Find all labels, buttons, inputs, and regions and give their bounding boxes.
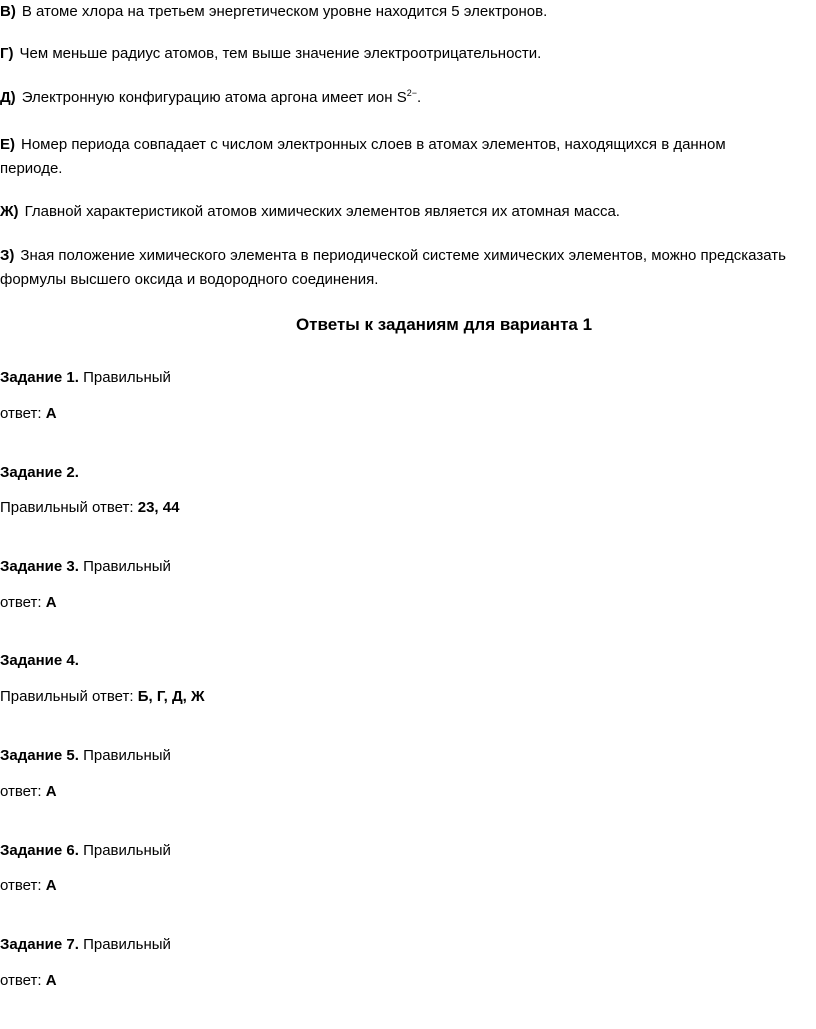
answer-value: Б, Г, Д, Ж xyxy=(137,688,205,705)
task-inline-text: Правильный xyxy=(83,558,171,575)
answer-value: А xyxy=(45,594,57,611)
task-inline-text: Правильный xyxy=(83,936,171,953)
task-4-line xyxy=(0,649,79,673)
statement-text: Чем меньше радиус атомов, тем выше значение электроотрицательности. xyxy=(19,45,542,62)
statement-text: Зная положение химического элемента в периодической системе химических элементов, можно предсказать формулы высшего оксида и водородного соединения. xyxy=(0,247,786,288)
task-6-line xyxy=(0,839,171,863)
statement-tail: . xyxy=(417,89,422,106)
task-1-line xyxy=(0,366,171,390)
task-7-answer-line xyxy=(0,969,57,993)
task-2-answer-line xyxy=(0,496,179,520)
answer-prefix: ответ: xyxy=(0,594,42,611)
answer-prefix: Правильный ответ: xyxy=(0,499,134,516)
task-label: Задание 4. xyxy=(0,652,79,669)
task-3-answer-line xyxy=(0,591,57,615)
task-label: Задание 2. xyxy=(0,464,79,481)
statement-e xyxy=(0,133,790,181)
answers-heading: Ответы к заданиям для варианта 1 xyxy=(295,315,593,334)
answer-prefix: ответ: xyxy=(0,972,42,989)
statement-letter: Д) xyxy=(0,89,16,106)
task-inline-text: Правильный xyxy=(83,842,171,859)
statement-text: Электронную конфигурацию атома аргона имеет ион S xyxy=(21,89,407,106)
statement-letter: В) xyxy=(0,3,16,20)
task-inline-text: Правильный xyxy=(83,747,171,764)
answer-prefix: ответ: xyxy=(0,405,42,422)
answer-value: А xyxy=(45,877,57,894)
task-1-answer-line xyxy=(0,402,57,426)
task-6-answer-line xyxy=(0,874,57,898)
statement-text: Главной характеристикой атомов химических элементов является их атомная масса. xyxy=(24,203,620,220)
statement-v xyxy=(0,0,790,24)
answer-value: 23, 44 xyxy=(137,499,180,516)
task-label: Задание 7. xyxy=(0,936,79,953)
task-7-line xyxy=(0,933,171,957)
statement-z xyxy=(0,244,790,292)
task-2-line xyxy=(0,461,79,485)
task-3-line xyxy=(0,555,171,579)
answer-prefix: Правильный ответ: xyxy=(0,688,134,705)
task-label: Задание 6. xyxy=(0,842,79,859)
task-inline-text: Правильный xyxy=(83,369,171,386)
task-label: Задание 1. xyxy=(0,369,79,386)
answer-prefix: ответ: xyxy=(0,877,42,894)
statement-letter: Г) xyxy=(0,45,14,62)
statement-d xyxy=(0,86,790,110)
statement-letter: Ж) xyxy=(0,203,19,220)
ion-charge: 2− xyxy=(406,88,417,98)
task-5-line xyxy=(0,744,171,768)
task-label: Задание 3. xyxy=(0,558,79,575)
answer-value: А xyxy=(45,972,57,989)
statement-g xyxy=(0,42,790,66)
statement-text: Номер периода совпадает с числом электронных слоев в атомах элементов, находящихся в данном периоде. xyxy=(0,136,726,177)
task-4-answer-line xyxy=(0,685,205,709)
answer-value: А xyxy=(45,783,57,800)
statement-text: В атоме хлора на третьем энергетическом уровне находится 5 электронов. xyxy=(21,3,548,20)
statement-letter: Е) xyxy=(0,136,15,153)
answer-prefix: ответ: xyxy=(0,783,42,800)
task-5-answer-line xyxy=(0,780,57,804)
statement-letter: З) xyxy=(0,247,15,264)
statement-zh xyxy=(0,200,790,224)
task-label: Задание 5. xyxy=(0,747,79,764)
answer-value: А xyxy=(45,405,57,422)
